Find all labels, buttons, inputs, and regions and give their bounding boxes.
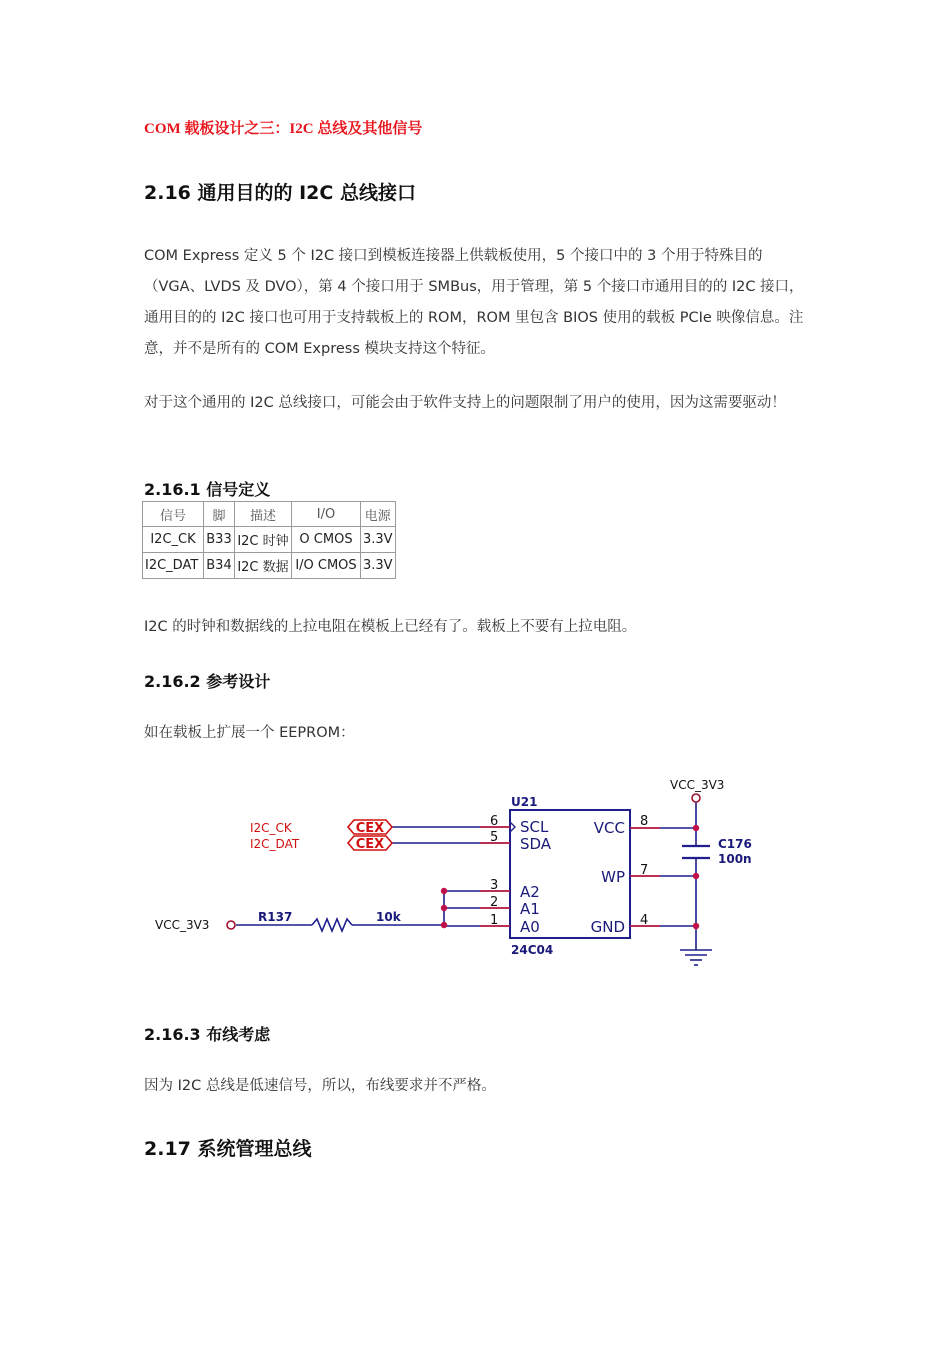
table-header-cell: 脚 (204, 502, 235, 527)
table-cell: 3.3V (361, 553, 396, 579)
section-heading-2-16: 2.16 通用目的的 I2C 总线接口 (144, 182, 416, 204)
eeprom-schematic (140, 768, 780, 983)
net-label-i2c-ck: I2C_CK (250, 821, 292, 835)
pin-number-vcc: 8 (640, 814, 649, 829)
section-heading-2-16-1: 2.16.1 信号定义 (144, 480, 271, 499)
table-cell: I2C 数据 (235, 553, 292, 579)
connector-label-dat: CEX (355, 837, 385, 852)
pin-number-sda: 5 (490, 830, 499, 845)
paragraph-routing-note: 因为 I2C 总线是低速信号，所以，布线要求并不严格。 (144, 1078, 496, 1094)
pin-name-sda: SDA (520, 835, 552, 853)
paragraph-pullup-note: I2C 的时钟和数据线的上拉电阻在模板上已经有了。载板上不要有上拉电阻。 (144, 619, 637, 635)
capacitor-value: 100n (718, 852, 752, 866)
pin-number-a2: 3 (490, 878, 499, 893)
table-cell: B33 (204, 527, 235, 553)
table-row (143, 527, 396, 553)
connector-label-ck: CEX (355, 821, 385, 836)
table-header-cell: 信号 (143, 502, 204, 527)
pin-name-a1: A1 (520, 900, 540, 918)
document-title: COM 载板设计之三：I2C 总线及其他信号 (144, 121, 423, 137)
table-cell: B34 (204, 553, 235, 579)
pin-name-vcc: VCC (593, 819, 625, 837)
pin-number-a0: 1 (490, 913, 499, 928)
table-cell: I2C_CK (143, 527, 204, 553)
table-cell: I2C_DAT (143, 553, 204, 579)
pin-number-gnd: 4 (640, 913, 649, 928)
pin-number-a1: 2 (490, 895, 499, 910)
table-header-cell: 描述 (235, 502, 292, 527)
section-heading-2-16-2: 2.16.2 参考设计 (144, 672, 271, 691)
table-cell: I/O CMOS (292, 553, 361, 579)
vcc-left-label: VCC_3V3 (155, 918, 210, 932)
table-row (143, 553, 396, 579)
chip-ref: U21 (511, 795, 538, 809)
paragraph-i2c-intro: COM Express 定义 5 个 I2C 接口到模板连接器上供载板使用，5 个接口中的 3 个用于特殊目的（VGA、LVDS 及 DVO），第 4 个接口用于 SMBus，用于管理，第 5 个接口市通用目的的 I2C 接口，通用目的的 I2C 接口也可用于支持载板上的 ROM，ROM 里包含 BIOS 使用的载板 PCIe 映像信息。注意，并不是所有的 COM Express 模块支持这个特征。 (144, 248, 804, 357)
table-header-row (143, 502, 396, 527)
vcc-top-label: VCC_3V3 (670, 778, 725, 792)
pin-name-wp: WP (601, 868, 625, 886)
paragraph-eeprom-intro: 如在载板上扩展一个 EEPROM： (144, 725, 355, 741)
section-heading-2-16-3: 2.16.3 布线考虑 (144, 1025, 271, 1044)
pin-number-scl: 6 (490, 814, 499, 829)
chip-part: 24C04 (511, 943, 554, 957)
pin-name-a0: A0 (520, 918, 540, 936)
resistor-value: 10k (376, 910, 401, 924)
table-header-cell: 电源 (361, 502, 396, 527)
table-header-cell: I/O (292, 502, 361, 527)
table-cell: O CMOS (292, 527, 361, 553)
net-label-i2c-dat: I2C_DAT (250, 837, 300, 851)
table-cell: I2C 时钟 (235, 527, 292, 553)
signal-definition-table (142, 501, 396, 579)
pin-name-gnd: GND (590, 918, 625, 936)
section-heading-2-17: 2.17 系统管理总线 (144, 1138, 312, 1160)
table-cell: 3.3V (361, 527, 396, 553)
resistor-ref: R137 (258, 910, 293, 924)
paragraph-driver-note: 对于这个通用的 I2C 总线接口，可能会由于软件支持上的问题限制了用户的使用，因为这需要驱动！ (144, 395, 786, 411)
pin-name-scl: SCL (520, 818, 549, 836)
pin-name-a2: A2 (520, 883, 540, 901)
pin-number-wp: 7 (640, 863, 649, 878)
capacitor-ref: C176 (718, 837, 752, 851)
